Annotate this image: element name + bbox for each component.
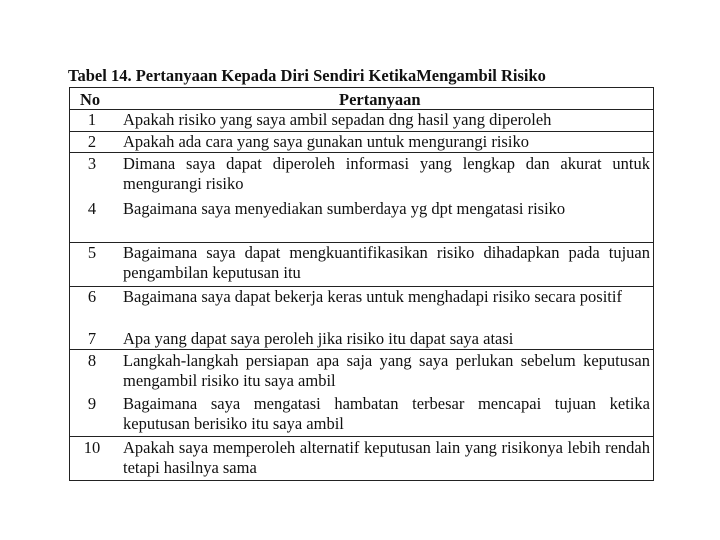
row-number: 5	[87, 243, 97, 262]
questions-table	[69, 87, 654, 481]
rule-7	[70, 349, 653, 350]
row-question: Bagaimana saya dapat mengkuantifikasikan risiko dihadapkan pada tujuan pengambilan keputusan itu	[123, 243, 650, 282]
row-question: Bagaimana saya dapat bekerja keras untuk menghadapi risiko secara positif	[123, 287, 622, 306]
row-number: 10	[83, 438, 101, 457]
table-title: Tabel 14. Pertanyaan Kepada Diri Sendiri KetikaMengambil Risiko	[68, 66, 546, 85]
row-question: Apakah risiko yang saya ambil sepadan dng hasil yang diperoleh	[123, 110, 552, 129]
rule-9	[70, 436, 653, 437]
rule-2	[70, 152, 653, 153]
row-number: 8	[87, 351, 97, 370]
row-question: Apakah saya memperoleh alternatif keputusan lain yang risikonya lebih rendah tetapi hasilnya sama	[123, 438, 650, 477]
row-number: 9	[87, 394, 97, 413]
row-number: 3	[87, 154, 97, 173]
row-number: 6	[87, 287, 97, 306]
row-question: Apa yang dapat saya peroleh jika risiko itu dapat saya atasi	[123, 329, 514, 348]
header-no: No	[80, 90, 101, 109]
row-question: Dimana saya dapat diperoleh informasi yang lengkap dan akurat untuk mengurangi risiko	[123, 154, 650, 193]
row-number: 2	[87, 132, 97, 151]
row-number: 7	[87, 329, 97, 348]
row-number: 4	[87, 199, 97, 218]
header-question: Pertanyaan	[339, 90, 421, 109]
row-question: Apakah ada cara yang saya gunakan untuk mengurangi risiko	[123, 132, 529, 151]
row-question: Bagaimana saya mengatasi hambatan terbesar mencapai tujuan ketika keputusan berisiko itu saya ambil	[123, 394, 650, 433]
row-question: Langkah-langkah persiapan apa saja yang saya perlukan sebelum keputusan mengambil risiko itu saya ambil	[123, 351, 650, 390]
row-number: 1	[87, 110, 97, 129]
table-header	[70, 88, 653, 110]
row-question: Bagaimana saya menyediakan sumberdaya yg dpt mengatasi risiko	[123, 199, 566, 218]
